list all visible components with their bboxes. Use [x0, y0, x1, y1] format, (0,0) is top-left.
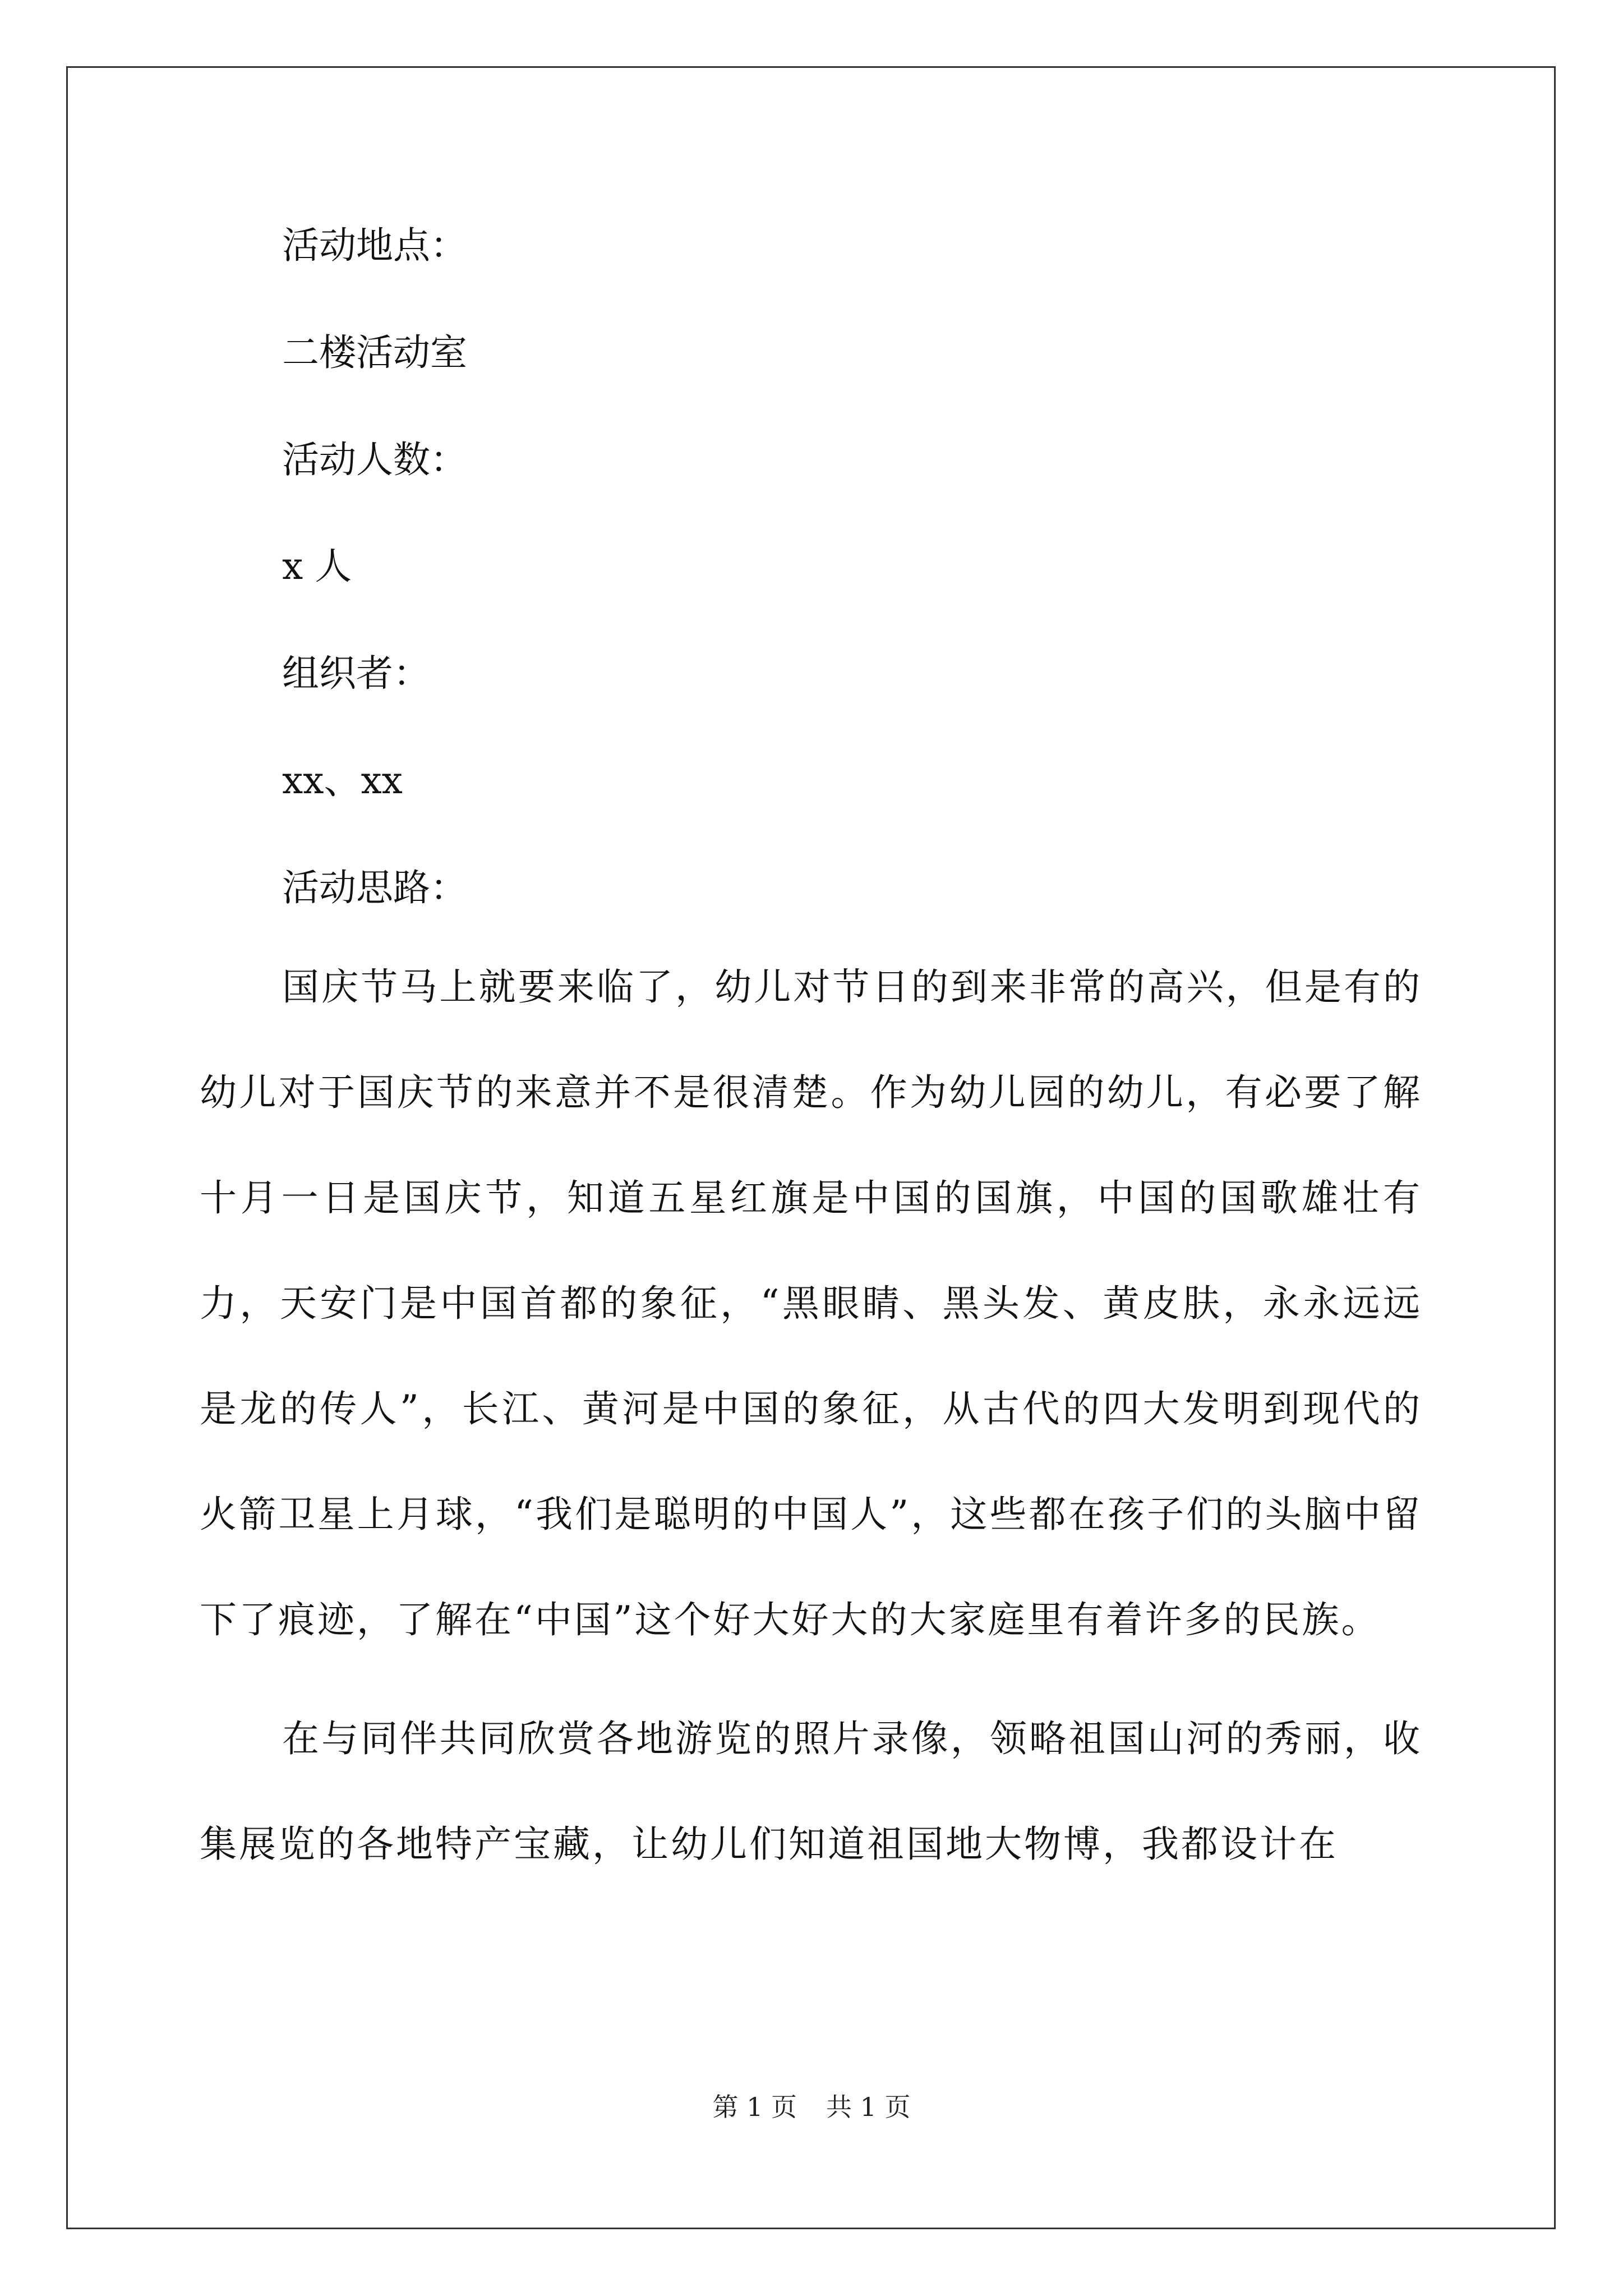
page-total: 共 1 页 [826, 2092, 911, 2122]
field-value-location: 二楼活动室 [282, 330, 467, 374]
field-label-location: 活动地点： [282, 224, 467, 267]
page-number: 第 1 页 [712, 2092, 797, 2122]
paragraph-2: 在与同伴共同欣赏各地游览的照片录像，领略祖国山河的秀丽，收集展览的各地特产宝藏，让幼儿们知道祖国地大物博，我都设计在 [200, 1717, 1422, 1866]
field-value-organizer: xx、xx [282, 758, 403, 802]
field-value-headcount: x 人 [282, 545, 352, 588]
paragraph-1: 国庆节马上就要来临了，幼儿对节日的到来非常的高兴，但是有的幼儿对于国庆节的来意并不是很清楚。作为幼儿园的幼儿，有必要了解十月一日是国庆节，知道五星红旗是中国的国旗，中国的国歌雄壮有力，天安门是中国首都的象征，“黑眼睛、黑头发、黄皮肤，永永远远是龙的传人”，长江、黄河是中国的象征，从古代的四大发明到现代的火箭卫星上月球，“我们是聪明的中国人”，这些都在孩子们的头脑中留下了痕迹，了解在“中国”这个好大好大的大家庭里有着许多的民族。 [200, 965, 1422, 1641]
page-footer [0, 2087, 1623, 2124]
document-body [200, 222, 1422, 1897]
field-label-organizer: 组织者： [282, 652, 430, 696]
section-label-approach: 活动思路： [282, 866, 467, 909]
field-label-headcount: 活动人数： [282, 438, 467, 481]
